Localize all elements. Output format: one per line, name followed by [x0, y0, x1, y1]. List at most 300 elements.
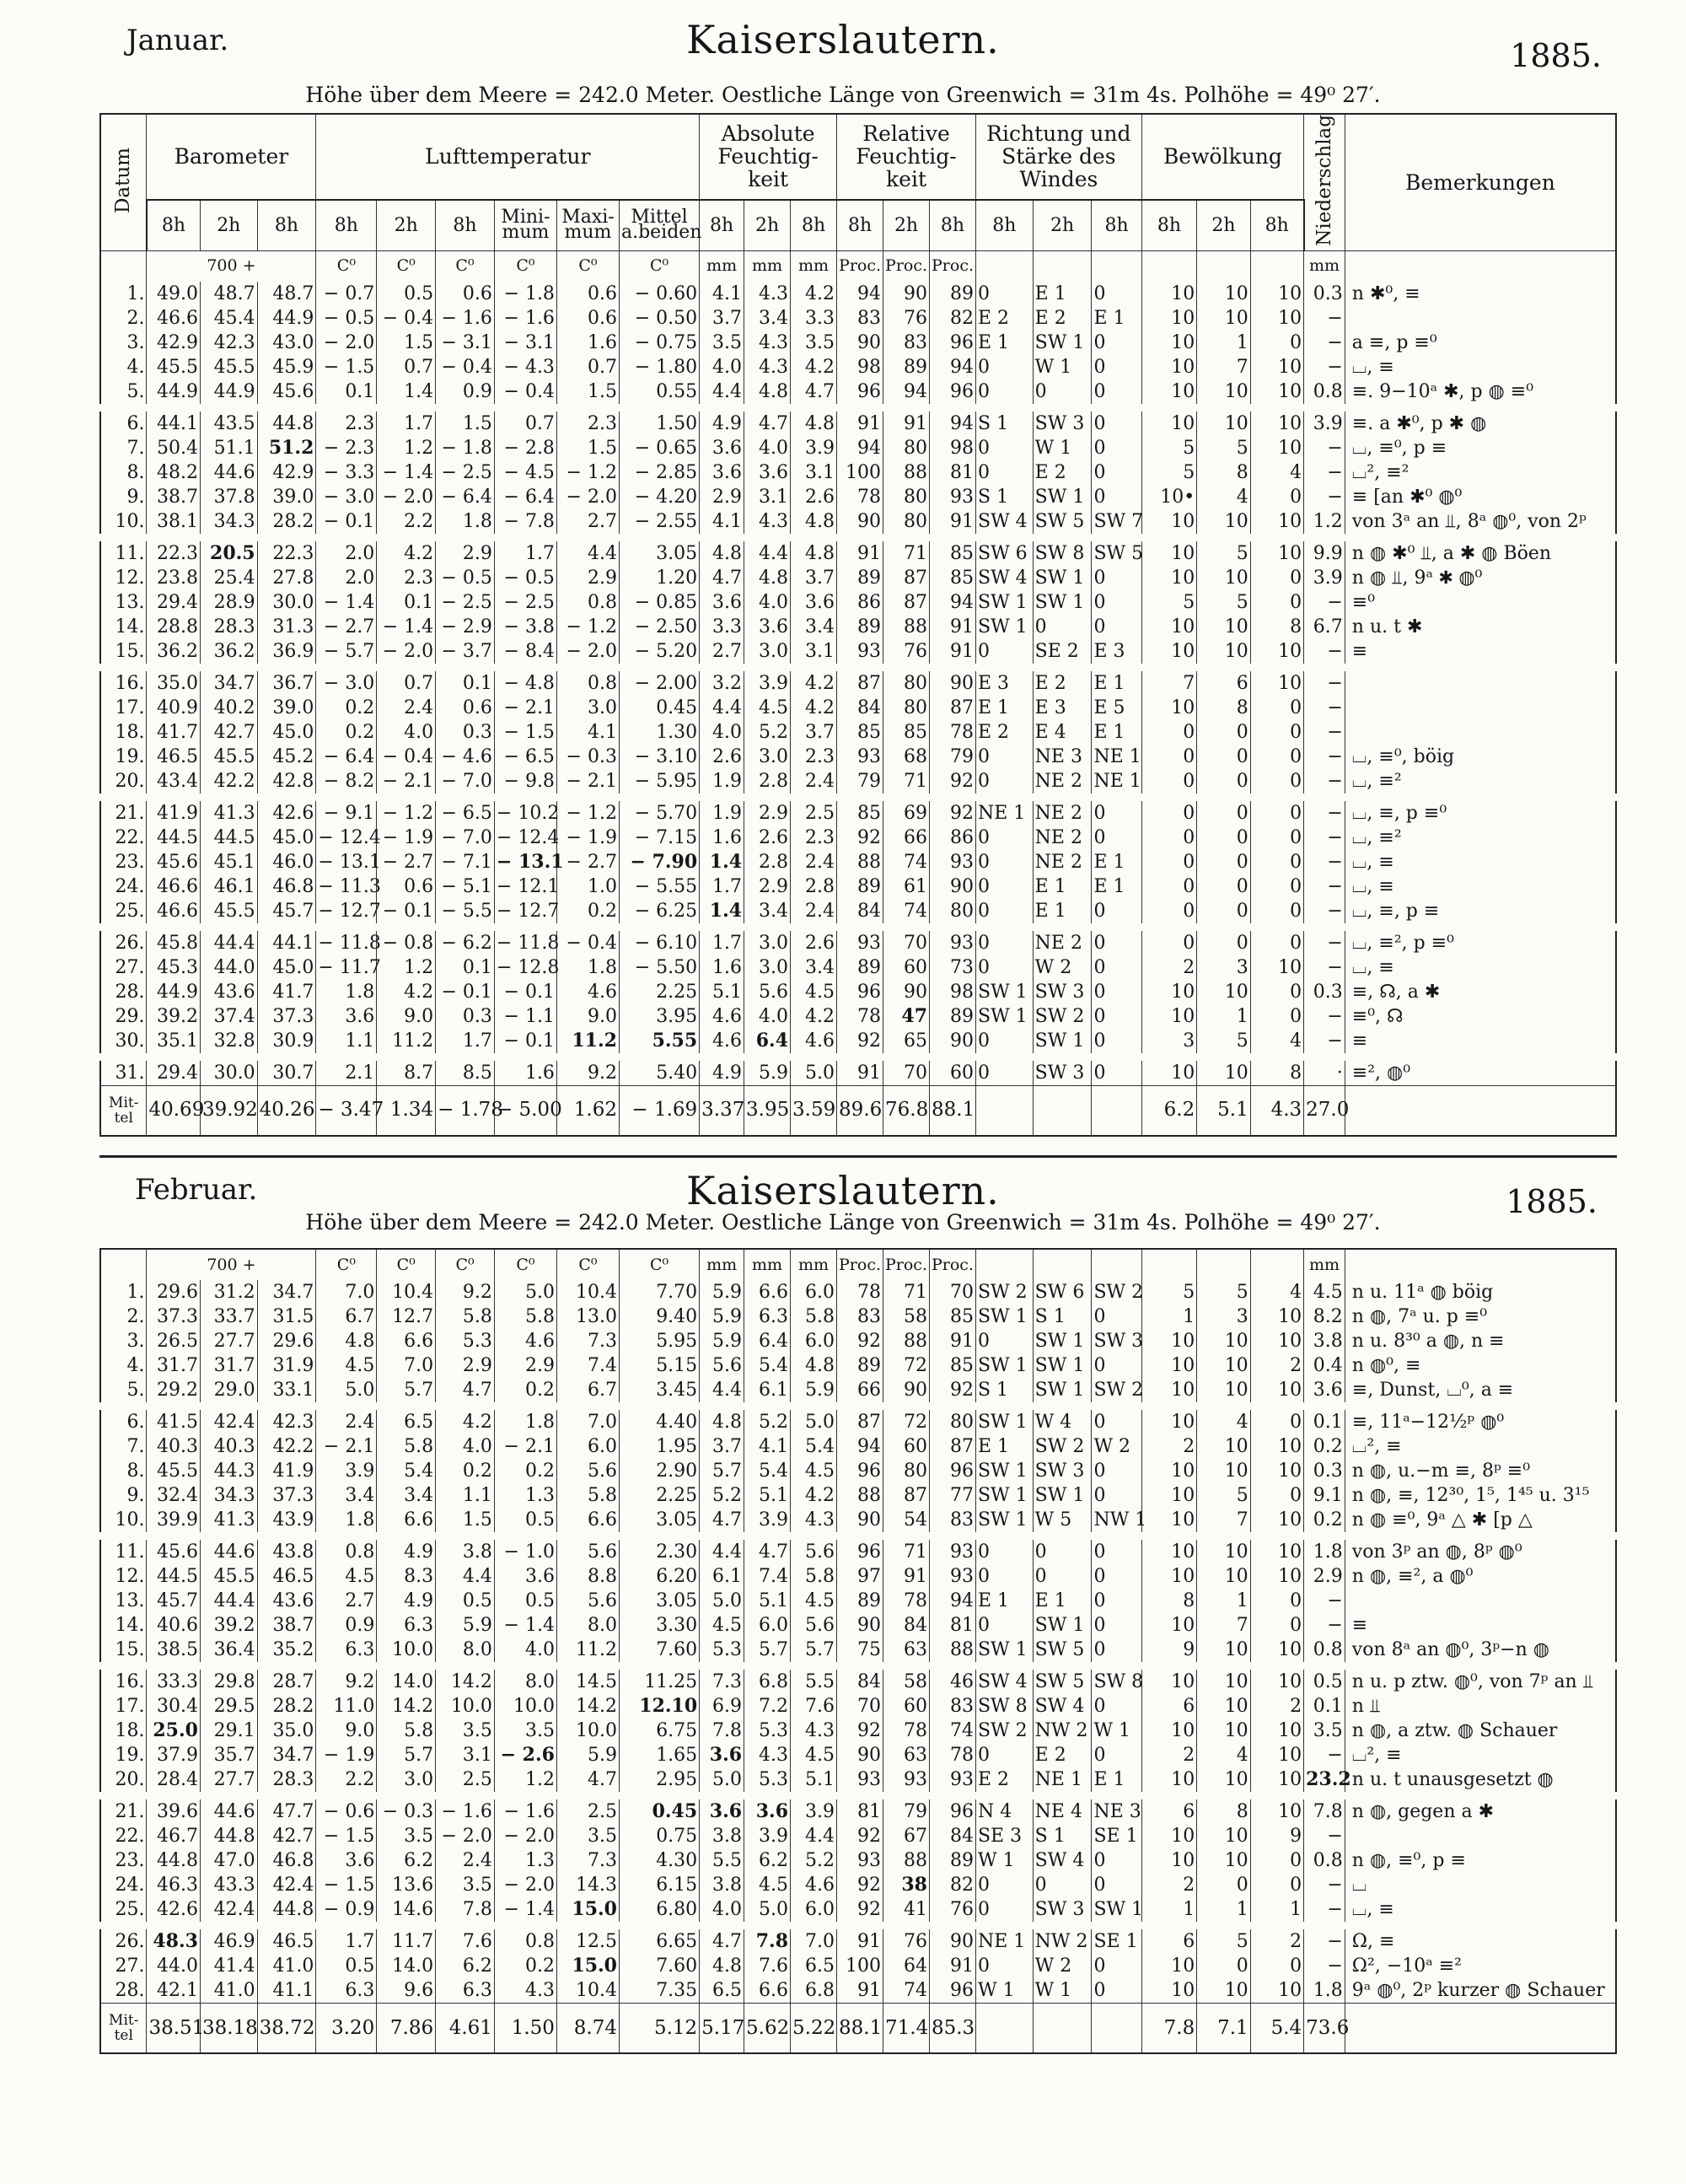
- data-cell: SW 1: [975, 1483, 1033, 1508]
- table-row: [100, 355, 1616, 379]
- data-cell: SW 1: [1092, 1897, 1141, 1926]
- data-cell: 2.6: [791, 927, 837, 955]
- unit-proc: Proc.: [930, 250, 976, 282]
- data-cell: 41.7: [147, 720, 200, 745]
- data-cell: 3.9: [744, 667, 791, 696]
- data-cell: 7.6: [436, 1926, 495, 1955]
- table-row: [100, 797, 1616, 826]
- data-cell: 4.5: [791, 1459, 837, 1483]
- data-cell: 92: [837, 1029, 883, 1057]
- data-cell: 3.9: [1304, 566, 1345, 590]
- data-cell: − 3.1: [494, 331, 556, 355]
- data-cell: − 1.2: [556, 460, 619, 485]
- data-cell: 28.4: [147, 1767, 200, 1796]
- data-cell: 45.4: [200, 306, 257, 331]
- data-cell: 93: [837, 927, 883, 955]
- data-cell: SW 1: [1033, 1353, 1092, 1378]
- data-cell: 6.6: [744, 1978, 791, 2004]
- data-cell: 0: [1197, 899, 1250, 928]
- data-cell: − 0.65: [619, 436, 699, 460]
- data-cell: − 1.8: [436, 436, 495, 460]
- data-cell: 10: [1141, 282, 1197, 306]
- data-cell: 76: [883, 639, 930, 668]
- data-cell: 4.3: [791, 1508, 837, 1536]
- data-cell: 2.5: [556, 1796, 619, 1825]
- data-cell: 51.2: [257, 436, 316, 460]
- data-cell: 3.6: [744, 460, 791, 485]
- data-cell: 10: [1250, 306, 1303, 331]
- table-row: [100, 615, 1616, 639]
- data-cell: 0.45: [619, 696, 699, 720]
- data-cell: 91: [837, 1057, 883, 1085]
- data-cell: 48.7: [200, 282, 257, 306]
- data-cell: SW 1: [976, 615, 1034, 639]
- date-cell: 6.: [100, 1407, 147, 1435]
- data-cell: 29.1: [200, 1719, 257, 1743]
- data-cell: 3.0: [744, 955, 791, 980]
- mean-cell: 40.69: [147, 1085, 200, 1136]
- h-2: 2h: [200, 200, 257, 251]
- mean-cell: 27.0: [1304, 1085, 1345, 1136]
- data-cell: 8: [1197, 1796, 1250, 1825]
- data-cell: 3.2: [700, 667, 744, 696]
- data-cell: E 2: [976, 306, 1034, 331]
- data-cell: 10: [1250, 1329, 1303, 1353]
- data-cell: 7.8: [744, 1926, 791, 1955]
- remark-cell: Ω², −10ᵃ ≡²: [1345, 1954, 1616, 1978]
- data-cell: 41.0: [257, 1954, 316, 1978]
- data-cell: 2.7: [556, 509, 619, 538]
- unit-c: C⁰: [619, 1249, 699, 1280]
- data-cell: 10: [1141, 1004, 1197, 1029]
- data-cell: − 1.2: [556, 615, 619, 639]
- data-cell: 3.9: [316, 1459, 377, 1483]
- data-cell: 10: [1197, 1536, 1250, 1565]
- data-cell: 45.0: [257, 955, 316, 980]
- data-cell: 44.1: [147, 407, 200, 436]
- data-cell: 46: [929, 1666, 975, 1695]
- data-cell: 65: [883, 1029, 930, 1057]
- data-cell: 44.0: [200, 955, 257, 980]
- data-cell: 4.6: [791, 1873, 837, 1897]
- data-cell: 3.6: [700, 1743, 744, 1767]
- data-cell: 1.5: [377, 331, 436, 355]
- data-cell: − 2.0: [556, 639, 619, 668]
- unit-proc: Proc.: [883, 250, 930, 282]
- data-cell: 74: [883, 850, 930, 874]
- data-cell: 0: [976, 955, 1034, 980]
- data-cell: 98: [930, 980, 976, 1004]
- data-cell: −: [1304, 1743, 1345, 1767]
- data-cell: 60: [930, 1057, 976, 1085]
- data-cell: 0: [1250, 850, 1303, 874]
- data-cell: 45.7: [147, 1589, 200, 1613]
- data-cell: 90: [930, 667, 976, 696]
- data-cell: 80: [930, 899, 976, 928]
- mean-cell: 40.26: [257, 1085, 316, 1136]
- data-cell: − 1.5: [316, 1873, 377, 1897]
- data-cell: 0: [1141, 769, 1197, 798]
- unit-mm: mm: [744, 250, 791, 282]
- data-cell: 10: [1197, 639, 1250, 668]
- data-cell: 1.6: [700, 955, 744, 980]
- data-cell: E 1: [1092, 850, 1141, 874]
- data-cell: 1.0: [556, 874, 619, 899]
- data-cell: 34.7: [257, 1280, 316, 1304]
- data-cell: 10: [1141, 1407, 1197, 1435]
- h-8: 8h: [1141, 200, 1197, 251]
- data-cell: 0.2: [436, 1459, 495, 1483]
- data-cell: − 5.1: [436, 874, 495, 899]
- data-cell: 7.0: [316, 1280, 377, 1304]
- data-cell: 44.9: [200, 379, 257, 408]
- data-cell: 5: [1141, 590, 1197, 615]
- data-cell: − 0.5: [316, 306, 377, 331]
- data-cell: 7.8: [700, 1719, 744, 1743]
- data-cell: 1.65: [619, 1743, 699, 1767]
- data-cell: −: [1304, 355, 1345, 379]
- data-cell: 0: [976, 1057, 1034, 1085]
- remark-cell: n ◍, 7ᵃ u. p ≡⁰: [1345, 1304, 1616, 1329]
- data-cell: 0.7: [556, 355, 619, 379]
- data-cell: E 1: [1092, 720, 1141, 745]
- data-cell: NE 4: [1033, 1796, 1092, 1825]
- data-cell: − 1.6: [494, 306, 556, 331]
- mean-cell: 6.2: [1141, 1085, 1197, 1136]
- data-cell: 1.5: [556, 379, 619, 408]
- date-cell: 28.: [100, 1978, 147, 2004]
- data-cell: 85: [930, 537, 976, 566]
- data-cell: 0.5: [494, 1589, 556, 1613]
- data-cell: 10: [1250, 1459, 1303, 1483]
- data-cell: 45.6: [257, 379, 316, 408]
- remark-cell: ⌴, ≡², p ≡⁰: [1345, 927, 1616, 955]
- data-cell: 78: [837, 1280, 883, 1304]
- data-cell: −: [1304, 955, 1345, 980]
- data-cell: 3.95: [619, 1004, 699, 1029]
- data-cell: 44.5: [147, 826, 200, 850]
- table-row: [100, 1796, 1616, 1825]
- remark-cell: [1345, 306, 1616, 331]
- data-cell: 4.5: [744, 1873, 791, 1897]
- data-cell: 8.0: [436, 1638, 495, 1666]
- data-cell: S 1: [975, 1378, 1033, 1407]
- data-cell: 51.1: [200, 436, 257, 460]
- date-cell: 17.: [100, 696, 147, 720]
- data-cell: 1.5: [436, 1508, 495, 1536]
- data-cell: 0: [1197, 826, 1250, 850]
- data-cell: −: [1304, 1954, 1345, 1978]
- data-cell: 6.1: [744, 1378, 791, 1407]
- data-cell: −: [1304, 460, 1345, 485]
- data-cell: 3.1: [744, 485, 791, 509]
- data-cell: 30.9: [257, 1029, 316, 1057]
- data-cell: 3.4: [744, 899, 791, 928]
- data-cell: 2.7: [316, 1589, 377, 1613]
- date-cell: 25.: [100, 899, 147, 928]
- data-cell: 6.4: [744, 1029, 791, 1057]
- data-cell: 6.2: [377, 1848, 436, 1873]
- data-cell: N 4: [975, 1796, 1033, 1825]
- data-cell: 36.2: [147, 639, 200, 668]
- data-cell: 0: [1250, 1483, 1303, 1508]
- table-row: [100, 1057, 1616, 1085]
- h-8: 8h: [1092, 200, 1141, 251]
- data-cell: 0.2: [316, 696, 377, 720]
- data-cell: 2: [1141, 1434, 1197, 1459]
- data-cell: 41.3: [200, 1508, 257, 1536]
- data-cell: 44.0: [147, 1954, 200, 1978]
- data-cell: 45.8: [147, 927, 200, 955]
- data-cell: 45.5: [200, 1564, 257, 1589]
- data-cell: SW 1: [976, 980, 1034, 1004]
- data-cell: 80: [883, 1459, 930, 1483]
- data-cell: 44.9: [147, 379, 200, 408]
- station-title: Kaiserslautern.: [686, 1168, 1000, 1213]
- data-cell: SW 1: [975, 1304, 1033, 1329]
- data-cell: 6.3: [744, 1304, 791, 1329]
- data-cell: 3.7: [700, 1434, 744, 1459]
- data-cell: − 6.25: [619, 899, 699, 928]
- data-cell: 96: [837, 1459, 883, 1483]
- data-cell: 1.95: [619, 1434, 699, 1459]
- data-cell: 0: [1250, 485, 1303, 509]
- mean-row: [100, 2004, 1616, 2054]
- data-cell: 11.2: [556, 1029, 619, 1057]
- data-cell: 91: [883, 1564, 930, 1589]
- data-cell: − 0.50: [619, 306, 699, 331]
- data-cell: SW 1: [1033, 566, 1092, 590]
- date-cell: 1.: [100, 1280, 147, 1304]
- data-cell: − 2.00: [619, 667, 699, 696]
- remark-cell: n ◍, u.−m ≡, 8ᵖ ≡⁰: [1345, 1459, 1616, 1483]
- remark-cell: [1345, 1824, 1616, 1848]
- data-cell: 5.6: [700, 1353, 744, 1378]
- data-cell: 44.9: [147, 980, 200, 1004]
- unit-proc: Proc.: [837, 1249, 883, 1280]
- table-row: [100, 1897, 1616, 1926]
- data-cell: 4.40: [619, 1407, 699, 1435]
- remark-cell: ⌴, ≡²: [1345, 769, 1616, 798]
- unit-c: C⁰: [377, 250, 436, 282]
- data-cell: 94: [883, 379, 930, 408]
- data-cell: 3.0: [744, 927, 791, 955]
- data-cell: 10: [1197, 306, 1250, 331]
- data-cell: 60: [883, 955, 930, 980]
- unit-mm: mm: [1304, 1249, 1345, 1280]
- data-cell: W 1: [1033, 355, 1092, 379]
- date-cell: 9.: [100, 485, 147, 509]
- data-cell: − 0.5: [436, 566, 495, 590]
- remark-cell: von 3ᵃ an ⫫, 8ᵃ ◍⁰, von 2ᵖ: [1345, 509, 1616, 538]
- data-cell: 60: [883, 1434, 930, 1459]
- date-cell: 27.: [100, 1954, 147, 1978]
- data-cell: 0: [1092, 1954, 1141, 1978]
- data-cell: 39.2: [200, 1613, 257, 1638]
- data-cell: 1.1: [316, 1029, 377, 1057]
- data-cell: 4.6: [700, 1004, 744, 1029]
- data-cell: 78: [929, 1743, 975, 1767]
- date-cell: 18.: [100, 1719, 147, 1743]
- data-cell: 4.9: [377, 1536, 436, 1565]
- data-cell: 4.3: [494, 1978, 556, 2004]
- data-cell: 89: [837, 955, 883, 980]
- data-cell: 29.0: [200, 1378, 257, 1407]
- mean-cell: 1.34: [377, 1085, 436, 1136]
- data-cell: 91: [930, 615, 976, 639]
- data-cell: 10: [1141, 1353, 1197, 1378]
- data-cell: 10: [1141, 1508, 1197, 1536]
- data-cell: 4.5: [791, 1589, 837, 1613]
- data-cell: 3.5: [494, 1719, 556, 1743]
- data-cell: − 0.1: [436, 980, 495, 1004]
- data-cell: − 1.1: [494, 1004, 556, 1029]
- data-cell: 6.7: [316, 1304, 377, 1329]
- h-8: 8h: [257, 200, 316, 251]
- remark-cell: [1345, 720, 1616, 745]
- mean-label: Mit- tel: [100, 1085, 147, 1136]
- data-cell: 91: [837, 1978, 883, 2004]
- h-8: 8h: [147, 200, 200, 251]
- data-cell: 93: [930, 927, 976, 955]
- data-cell: 44.6: [200, 1796, 257, 1825]
- data-cell: 42.7: [257, 1824, 316, 1848]
- data-cell: 5.9: [700, 1280, 744, 1304]
- data-cell: 80: [883, 509, 930, 538]
- data-cell: − 0.4: [556, 927, 619, 955]
- data-cell: 2.9: [744, 797, 791, 826]
- data-cell: 37.9: [147, 1743, 200, 1767]
- data-cell: SW 2: [1033, 1004, 1092, 1029]
- date-cell: 28.: [100, 980, 147, 1004]
- remark-cell: ⌴: [1345, 1873, 1616, 1897]
- data-cell: 4.2: [377, 980, 436, 1004]
- data-cell: − 2.50: [619, 615, 699, 639]
- data-cell: W 1: [1092, 1719, 1141, 1743]
- data-cell: 1.8: [316, 980, 377, 1004]
- data-cell: S 1: [1033, 1304, 1092, 1329]
- data-cell: 0.5: [316, 1954, 377, 1978]
- data-cell: 0: [1197, 797, 1250, 826]
- data-cell: 28.3: [200, 615, 257, 639]
- data-cell: 5.2: [700, 1483, 744, 1508]
- data-cell: E 2: [1033, 460, 1092, 485]
- data-cell: 0.8: [1304, 379, 1345, 408]
- date-cell: 7.: [100, 1434, 147, 1459]
- data-cell: 27.8: [257, 566, 316, 590]
- data-cell: SW 6: [1033, 1280, 1092, 1304]
- data-cell: 2.5: [436, 1767, 495, 1796]
- data-cell: −: [1304, 590, 1345, 615]
- data-cell: 3.6: [1304, 1378, 1345, 1407]
- unit-barometer: 700 +: [147, 1249, 316, 1280]
- data-cell: 2.7: [700, 639, 744, 668]
- data-cell: 90: [837, 1613, 883, 1638]
- data-cell: 4.6: [556, 980, 619, 1004]
- data-cell: 10: [1197, 1638, 1250, 1666]
- data-cell: 1: [1197, 1897, 1250, 1926]
- data-cell: 1.7: [494, 537, 556, 566]
- data-cell: E 2: [976, 720, 1034, 745]
- data-cell: 4.0: [700, 1897, 744, 1926]
- data-cell: 0: [1250, 1407, 1303, 1435]
- data-cell: 48.7: [257, 282, 316, 306]
- data-cell: 5.9: [556, 1743, 619, 1767]
- data-cell: E 1: [1033, 282, 1092, 306]
- data-cell: 27.7: [200, 1329, 257, 1353]
- data-cell: 0: [975, 1743, 1033, 1767]
- data-cell: 3.7: [791, 720, 837, 745]
- data-cell: 33.7: [200, 1304, 257, 1329]
- data-cell: SW 1: [1033, 1329, 1092, 1353]
- data-cell: 89: [837, 874, 883, 899]
- data-cell: NE 3: [1092, 1796, 1141, 1825]
- data-cell: 44.8: [257, 1897, 316, 1926]
- data-cell: 80: [883, 485, 930, 509]
- table-row: [100, 850, 1616, 874]
- month-separator: [99, 1155, 1617, 1158]
- mean-cell: 3.95: [744, 1085, 791, 1136]
- data-cell: 96: [837, 1536, 883, 1565]
- data-cell: 78: [930, 720, 976, 745]
- data-cell: 9.40: [619, 1304, 699, 1329]
- data-cell: 83: [837, 1304, 883, 1329]
- date-cell: 21.: [100, 1796, 147, 1825]
- data-cell: 3.0: [744, 745, 791, 769]
- data-cell: 6.6: [556, 1508, 619, 1536]
- data-cell: 81: [929, 1613, 975, 1638]
- data-cell: 87: [837, 667, 883, 696]
- data-cell: 14.5: [556, 1666, 619, 1695]
- mean-cell: 85.3: [929, 2004, 975, 2054]
- data-cell: 100: [837, 460, 883, 485]
- data-cell: 4.9: [700, 1057, 744, 1085]
- data-cell: 46.6: [147, 306, 200, 331]
- data-cell: 30.0: [200, 1057, 257, 1085]
- data-cell: − 0.9: [316, 1897, 377, 1926]
- data-cell: 4.2: [791, 1004, 837, 1029]
- data-cell: 3.4: [316, 1483, 377, 1508]
- data-cell: 5.9: [700, 1304, 744, 1329]
- unit-c: C⁰: [494, 250, 556, 282]
- data-cell: − 5.20: [619, 639, 699, 668]
- data-cell: 41.1: [257, 1978, 316, 2004]
- data-cell: 6.5: [377, 1407, 436, 1435]
- data-cell: 0: [1092, 1978, 1141, 2004]
- data-cell: − 4.20: [619, 485, 699, 509]
- data-cell: 8.7: [377, 1057, 436, 1085]
- data-cell: 4.0: [494, 1638, 556, 1666]
- data-cell: 7: [1197, 1613, 1250, 1638]
- data-cell: 10: [1197, 1848, 1250, 1873]
- data-cell: 70: [883, 927, 930, 955]
- data-cell: 42.4: [257, 1873, 316, 1897]
- data-cell: 0: [1141, 720, 1197, 745]
- data-cell: − 2.0: [377, 639, 436, 668]
- data-cell: 31.2: [200, 1280, 257, 1304]
- data-cell: 2.2: [377, 509, 436, 538]
- data-cell: 3.7: [700, 306, 744, 331]
- data-cell: 0: [975, 1536, 1033, 1565]
- data-cell: 46.6: [147, 874, 200, 899]
- data-cell: 7.70: [619, 1280, 699, 1304]
- data-cell: 10: [1250, 1508, 1303, 1536]
- data-cell: 3.5: [436, 1719, 495, 1743]
- data-cell: 42.6: [257, 797, 316, 826]
- mean-cell: 5.4: [1250, 2004, 1303, 2054]
- data-cell: 10: [1250, 1767, 1303, 1796]
- data-cell: 14.6: [377, 1897, 436, 1926]
